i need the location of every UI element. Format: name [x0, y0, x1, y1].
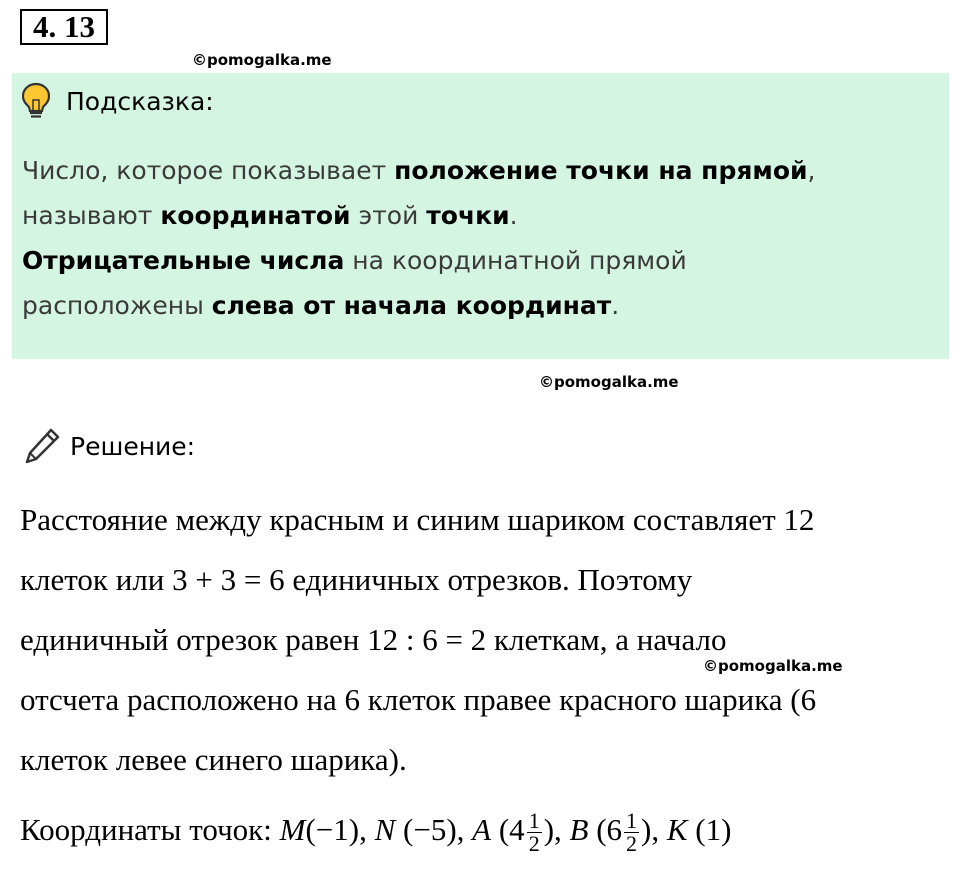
hint-text-span: ,	[807, 156, 816, 185]
hint-text-span: этой	[350, 201, 427, 230]
hint-bold-span: слева от начала координат	[211, 291, 612, 320]
hint-bold-span: Отрицательные числа	[22, 246, 345, 275]
point-n-value: (−5),	[395, 812, 473, 847]
solution-title: Решение:	[70, 431, 196, 461]
point-b-value: (6	[588, 812, 623, 847]
hint-bold-span: точки	[426, 201, 510, 230]
hint-text-span: называют	[22, 201, 161, 230]
coords-label: Координаты точок:	[20, 812, 280, 847]
hint-text-span: расположены	[22, 291, 212, 320]
point-b-name: B	[569, 812, 589, 847]
fraction-half	[527, 810, 542, 855]
point-a-close: ),	[543, 812, 570, 847]
hint-bold-span: положение точки на прямой	[394, 156, 808, 185]
hint-text-span: на координатной прямой	[344, 246, 687, 275]
point-k-name: K	[666, 812, 688, 847]
point-m-name: M	[279, 812, 306, 847]
hint-text	[22, 148, 932, 328]
solution-line: клеток или 3 + 3 = 6 единичных отрезков. Поэтому	[20, 562, 693, 597]
point-a-name: A	[472, 812, 492, 847]
hint-title: Подсказка:	[66, 86, 214, 116]
watermark: ©pomogalka.me	[539, 373, 679, 391]
fraction-denominator: 2	[528, 831, 540, 857]
hint-text-span: .	[509, 201, 518, 230]
coordinates-line	[20, 800, 731, 860]
lightbulb-icon	[20, 82, 52, 120]
point-n-name: N	[374, 812, 396, 847]
point-a-value: (4	[491, 812, 525, 847]
hint-bold-span: координатой	[160, 201, 351, 230]
solution-text	[20, 490, 940, 790]
watermark: ©pomogalka.me	[703, 657, 843, 675]
solution-line: единичный отрезок равен 12 : 6 = 2 клеткам, а начало	[20, 622, 727, 657]
task-number: 4. 13	[20, 9, 108, 45]
point-m-value: (−1),	[305, 812, 375, 847]
pencil-icon	[22, 426, 62, 466]
solution-line: отсчета расположено на 6 клеток правее красного шарика (6	[20, 682, 817, 717]
solution-line: клеток левее синего шарика).	[20, 742, 407, 777]
watermark: ©pomogalka.me	[192, 51, 332, 69]
fraction-denominator: 2	[626, 831, 638, 857]
hint-text-span: .	[611, 291, 620, 320]
fraction-numerator: 1	[528, 808, 540, 834]
point-k-value: (1)	[687, 812, 732, 847]
fraction-numerator: 1	[626, 808, 638, 834]
point-b-close: ),	[641, 812, 667, 847]
solution-header	[22, 426, 195, 466]
hint-text-span: Число, которое показывает	[22, 156, 395, 185]
hint-header	[20, 82, 214, 120]
fraction-half	[624, 810, 639, 855]
solution-line: Расстояние между красным и синим шариком составляет 12	[20, 502, 815, 537]
